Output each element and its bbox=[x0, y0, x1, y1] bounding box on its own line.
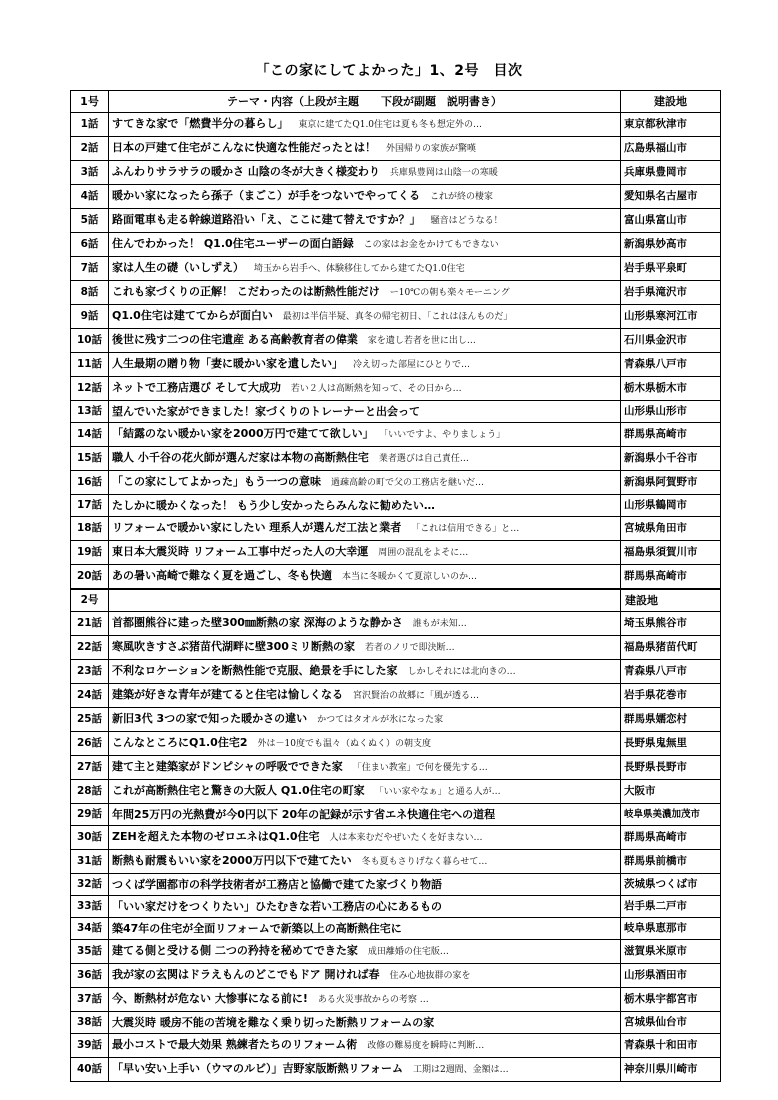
episode-main-title: 今、断熱材が危ない 大惨事になる前に! bbox=[112, 992, 308, 1005]
table-row bbox=[71, 732, 721, 756]
episode-theme bbox=[109, 377, 621, 401]
table-row bbox=[71, 471, 721, 495]
episode-number: 12話 bbox=[71, 377, 109, 401]
episode-subtitle: 若い２人は高断熱を知って、その日から… bbox=[290, 384, 462, 394]
episode-number: 11話 bbox=[71, 353, 109, 377]
construction-location: 富山県富山市 bbox=[621, 209, 721, 233]
table-row bbox=[71, 565, 721, 590]
construction-location: 山形県鶴岡市 bbox=[621, 495, 721, 517]
episode-theme bbox=[109, 660, 621, 684]
construction-location: 神奈川県川崎市 bbox=[621, 1058, 721, 1082]
table-row bbox=[71, 708, 721, 732]
theme-header: テーマ・内容（上段が主題 下段が副題 説明書き） bbox=[109, 91, 621, 113]
episode-main-title: ふんわりサラサラの暖かさ 山陰の冬が大きく様変わり bbox=[112, 165, 380, 178]
construction-location: 滋賀県米原市 bbox=[621, 940, 721, 964]
episode-subtitle: 外は－10度でも温々（ぬくぬく）の朝支度 bbox=[257, 739, 431, 749]
construction-location: 山形県山形市 bbox=[621, 401, 721, 423]
table-row bbox=[71, 612, 721, 636]
episode-main-title: 暖かい家になったら孫子（まごこ）が手をつないでやってくる bbox=[112, 189, 420, 202]
table-row bbox=[71, 684, 721, 708]
episode-theme bbox=[109, 329, 621, 353]
construction-location: 栃木県宇都宮市 bbox=[621, 988, 721, 1012]
table-row bbox=[71, 780, 721, 804]
episode-theme bbox=[109, 471, 621, 495]
episode-number: 28話 bbox=[71, 780, 109, 804]
episode-number: 27話 bbox=[71, 756, 109, 780]
episode-subtitle: 家を遺し若者を世に出し… bbox=[367, 336, 476, 346]
table-row bbox=[71, 161, 721, 185]
construction-location: 岩手県滝沢市 bbox=[621, 281, 721, 305]
construction-location: 福島県猪苗代町 bbox=[621, 636, 721, 660]
episode-theme bbox=[109, 1034, 621, 1058]
episode-theme bbox=[109, 896, 621, 918]
construction-location: 石川県金沢市 bbox=[621, 329, 721, 353]
table-row bbox=[71, 377, 721, 401]
table-row bbox=[71, 517, 721, 541]
episode-main-title: 首都圏熊谷に建った壁300㎜断熱の家 深海のような静かさ bbox=[112, 616, 403, 629]
episode-theme bbox=[109, 874, 621, 896]
episode-number: 36話 bbox=[71, 964, 109, 988]
episode-number: 2話 bbox=[71, 137, 109, 161]
table-row bbox=[71, 896, 721, 918]
episode-main-title: 最小コストで最大効果 熟練者たちのリフォーム術 bbox=[112, 1038, 358, 1051]
episode-number: 1話 bbox=[71, 113, 109, 137]
episode-theme bbox=[109, 565, 621, 590]
episode-theme bbox=[109, 612, 621, 636]
episode-number: 25話 bbox=[71, 708, 109, 732]
episode-subtitle: 東京に建てたQ1.0住宅は夏も冬も想定外の… bbox=[298, 120, 483, 130]
construction-location: 愛知県名古屋市 bbox=[621, 185, 721, 209]
construction-location: 兵庫県豊岡市 bbox=[621, 161, 721, 185]
construction-location: 新潟県小千谷市 bbox=[621, 447, 721, 471]
table-row bbox=[71, 257, 721, 281]
construction-location: 岐阜県美濃加茂市 bbox=[621, 804, 721, 826]
construction-location: 埼玉県熊谷市 bbox=[621, 612, 721, 636]
table-row bbox=[71, 447, 721, 471]
section-header-row bbox=[71, 589, 721, 612]
episode-main-title: Q1.0住宅は建ててからが面白い bbox=[112, 309, 273, 322]
table-row bbox=[71, 495, 721, 517]
episode-number: 10話 bbox=[71, 329, 109, 353]
episode-theme bbox=[109, 353, 621, 377]
episode-theme bbox=[109, 257, 621, 281]
episode-number: 30話 bbox=[71, 826, 109, 850]
table-row bbox=[71, 113, 721, 137]
construction-location: 群馬県高崎市 bbox=[621, 423, 721, 447]
episode-number: 24話 bbox=[71, 684, 109, 708]
episode-number: 38話 bbox=[71, 1012, 109, 1034]
table-row bbox=[71, 1034, 721, 1058]
location-header: 建設地 bbox=[621, 589, 721, 612]
episode-subtitle: 成田離婚の住宅版… bbox=[367, 947, 449, 957]
episode-main-title: 人生最期の贈り物「妻に暖かい家を遺したい」 bbox=[112, 357, 343, 370]
construction-location: 岩手県二戸市 bbox=[621, 896, 721, 918]
episode-subtitle: 騒音はどうなる！ bbox=[430, 216, 503, 226]
episode-theme bbox=[109, 940, 621, 964]
table-row bbox=[71, 964, 721, 988]
issue-header: 1号 bbox=[71, 91, 109, 113]
toc-body bbox=[71, 91, 721, 1082]
episode-main-title: ZEHを超えた本物のゼロエネはQ1.0住宅 bbox=[112, 830, 320, 843]
table-row bbox=[71, 988, 721, 1012]
episode-theme bbox=[109, 541, 621, 565]
table-row bbox=[71, 137, 721, 161]
episode-theme bbox=[109, 281, 621, 305]
episode-number: 7話 bbox=[71, 257, 109, 281]
episode-main-title: 日本の戸建て住宅がこんなに快適な性能だったとは！ bbox=[112, 141, 376, 154]
table-row bbox=[71, 756, 721, 780]
episode-main-title: 年間25万円の光熱費が今0円以下 20年の記録が示す省エネ快適住宅への道程 bbox=[112, 808, 496, 821]
episode-subtitle: この家はお金をかけてもできない bbox=[363, 240, 499, 250]
construction-location: 群馬県前橋市 bbox=[621, 850, 721, 874]
episode-number: 35話 bbox=[71, 940, 109, 964]
episode-theme bbox=[109, 636, 621, 660]
issue-header: 2号 bbox=[71, 589, 109, 612]
episode-subtitle: 住み心地抜群の家を bbox=[389, 971, 471, 981]
episode-main-title: すてきな家で「燃費半分の暮らし」 bbox=[112, 117, 289, 130]
episode-subtitle: 埼玉から岩手へ、体験移住してから建てたQ1.0住宅 bbox=[254, 264, 465, 274]
episode-number: 26話 bbox=[71, 732, 109, 756]
episode-number: 22話 bbox=[71, 636, 109, 660]
episode-theme bbox=[109, 684, 621, 708]
episode-subtitle: 本当に冬暖かくて夏涼しいのか… bbox=[342, 572, 478, 582]
episode-main-title: 断熱も耐震もいい家を2000万円以下で建てたい bbox=[112, 854, 352, 867]
table-row bbox=[71, 353, 721, 377]
episode-theme bbox=[109, 161, 621, 185]
episode-subtitle: 改修の難易度を瞬時に判断… bbox=[367, 1041, 485, 1051]
episode-main-title: ネットで工務店選び そして大成功 bbox=[112, 381, 281, 394]
episode-main-title: 「早い安い上手い（ウマのルビ）」吉野家版断熱リフォーム bbox=[112, 1062, 403, 1075]
episode-number: 39話 bbox=[71, 1034, 109, 1058]
episode-number: 31話 bbox=[71, 850, 109, 874]
table-row bbox=[71, 850, 721, 874]
episode-subtitle: 「いいですよ、やりましょう」 bbox=[383, 430, 506, 440]
episode-subtitle: 誰もが未知… bbox=[412, 619, 467, 629]
episode-main-title: つくば学園都市の科学技術者が工務店と協働で建てた家づくり物語 bbox=[112, 878, 442, 891]
episode-main-title: 望んでいた家ができました！家づくりのトレーナーと出会って bbox=[112, 405, 420, 418]
episode-main-title: 建築が好きな青年が建てると住宅は愉しくなる bbox=[112, 688, 343, 701]
episode-main-title: 家は人生の礎（いしずえ） bbox=[112, 261, 244, 274]
episode-main-title: 後世に残す二つの住宅遺産 ある高齢教育者の偉業 bbox=[112, 333, 358, 346]
table-row bbox=[71, 281, 721, 305]
episode-theme bbox=[109, 780, 621, 804]
construction-location: 長野県長野市 bbox=[621, 756, 721, 780]
table-row bbox=[71, 329, 721, 353]
episode-theme bbox=[109, 988, 621, 1012]
construction-location: 宮城県仙台市 bbox=[621, 1012, 721, 1034]
episode-number: 8話 bbox=[71, 281, 109, 305]
episode-theme bbox=[109, 732, 621, 756]
table-of-contents bbox=[70, 90, 721, 1082]
episode-main-title: 新旧3代 3つの家で知った暖かさの違い bbox=[112, 712, 308, 725]
episode-number: 29話 bbox=[71, 804, 109, 826]
episode-number: 9話 bbox=[71, 305, 109, 329]
episode-main-title: これが高断熱住宅と驚きの大阪人 Q1.0住宅の町家 bbox=[112, 784, 365, 797]
episode-main-title: 「この家にしてよかった」もう一つの意味 bbox=[112, 475, 321, 488]
episode-main-title: 路面電車も走る幹線道路沿い「え、ここに建て替えですか？」 bbox=[112, 213, 421, 226]
episode-subtitle: 外国帰りの家族が驚嘆 bbox=[386, 144, 477, 154]
episode-number: 15話 bbox=[71, 447, 109, 471]
episode-subtitle: 「いい家やなぁ」と通る人が… bbox=[374, 787, 501, 797]
construction-location: 群馬県高崎市 bbox=[621, 565, 721, 590]
episode-main-title: 不利なロケーションを断熱性能で克服、絶景を手にした家 bbox=[112, 664, 398, 677]
episode-number: 16話 bbox=[71, 471, 109, 495]
episode-main-title: たしかに暖かくなった！ もう少し安かったらみんなに勧めたい… bbox=[112, 499, 435, 512]
theme-header-blank bbox=[109, 589, 621, 612]
episode-theme bbox=[109, 756, 621, 780]
construction-location: 大阪市 bbox=[621, 780, 721, 804]
episode-theme bbox=[109, 1012, 621, 1034]
episode-number: 14話 bbox=[71, 423, 109, 447]
table-row bbox=[71, 826, 721, 850]
episode-subtitle: 兵庫県豊岡は山陰一の寒暖 bbox=[389, 168, 498, 178]
table-row bbox=[71, 918, 721, 940]
episode-number: 3話 bbox=[71, 161, 109, 185]
episode-subtitle: かつてはタオルが氷になった家 bbox=[317, 715, 444, 725]
location-header: 建設地 bbox=[621, 91, 721, 113]
episode-main-title: 築47年の住宅が全面リフォームで新築以上の高断熱住宅に bbox=[112, 922, 402, 935]
construction-location: 新潟県阿賀野市 bbox=[621, 471, 721, 495]
construction-location: 群馬県嬬恋村 bbox=[621, 708, 721, 732]
episode-subtitle: 最初は半信半疑、真冬の帰宅初日、「これはほんものだ」 bbox=[282, 312, 513, 322]
episode-subtitle: しかしそれには北向きの… bbox=[407, 667, 516, 677]
episode-main-title: 建てる側と受ける側 二つの矜持を秘めてできた家 bbox=[112, 944, 358, 957]
episode-number: 32話 bbox=[71, 874, 109, 896]
episode-subtitle: 宮沢賢治の故郷に「風が透る… bbox=[353, 691, 480, 701]
episode-number: 4話 bbox=[71, 185, 109, 209]
episode-main-title: 東日本大震災時 リフォーム工事中だった人の大幸運 bbox=[112, 545, 369, 558]
construction-location: 新潟県妙高市 bbox=[621, 233, 721, 257]
table-row bbox=[71, 636, 721, 660]
table-row bbox=[71, 874, 721, 896]
episode-theme bbox=[109, 185, 621, 209]
episode-number: 23話 bbox=[71, 660, 109, 684]
construction-location: 山形県寒河江市 bbox=[621, 305, 721, 329]
episode-theme bbox=[109, 804, 621, 826]
construction-location: 青森県八戸市 bbox=[621, 660, 721, 684]
episode-theme bbox=[109, 1058, 621, 1082]
episode-theme bbox=[109, 826, 621, 850]
episode-number: 6話 bbox=[71, 233, 109, 257]
construction-location: 山形県酒田市 bbox=[621, 964, 721, 988]
episode-subtitle: 「これは信用できる」と… bbox=[411, 524, 520, 534]
episode-number: 37話 bbox=[71, 988, 109, 1012]
episode-theme bbox=[109, 708, 621, 732]
table-row bbox=[71, 305, 721, 329]
episode-theme bbox=[109, 850, 621, 874]
episode-subtitle: ある火災事故からの考察 … bbox=[317, 995, 429, 1005]
episode-main-title: 「いい家だけをつくりたい」ひたむきな若い工務店の心にあるもの bbox=[112, 900, 442, 913]
table-row bbox=[71, 185, 721, 209]
construction-location: 岐阜県恵那市 bbox=[621, 918, 721, 940]
episode-theme bbox=[109, 964, 621, 988]
episode-theme bbox=[109, 495, 621, 517]
episode-theme bbox=[109, 233, 621, 257]
episode-number: 5話 bbox=[71, 209, 109, 233]
episode-main-title: 我が家の玄関はドラえもんのどこでもドア 開ければ春 bbox=[112, 968, 380, 981]
construction-location: 広島県福山市 bbox=[621, 137, 721, 161]
episode-main-title: こんなところにQ1.0住宅2 bbox=[112, 736, 248, 749]
episode-subtitle: ー10℃の朝も楽々モーニング bbox=[389, 288, 510, 298]
table-header-row bbox=[71, 91, 721, 113]
episode-subtitle: 過疎高齢の町で父の工務店を継いだ… bbox=[331, 478, 485, 488]
episode-number: 18話 bbox=[71, 517, 109, 541]
construction-location: 東京都秋津市 bbox=[621, 113, 721, 137]
page-title: 「この家にしてよかった」1、2号 目次 bbox=[255, 63, 523, 79]
table-row bbox=[71, 804, 721, 826]
construction-location: 青森県八戸市 bbox=[621, 353, 721, 377]
construction-location: 青森県十和田市 bbox=[621, 1034, 721, 1058]
episode-main-title: 「結露のない暖かい家を2000万円で建てて欲しい」 bbox=[112, 427, 374, 440]
construction-location: 長野県鬼無里 bbox=[621, 732, 721, 756]
construction-location: 岩手県平泉町 bbox=[621, 257, 721, 281]
episode-subtitle: 冬も夏もさりげなく暮らせて… bbox=[361, 857, 488, 867]
episode-number: 21話 bbox=[71, 612, 109, 636]
episode-number: 17話 bbox=[71, 495, 109, 517]
table-row bbox=[71, 1012, 721, 1034]
episode-number: 34話 bbox=[71, 918, 109, 940]
episode-subtitle: 業者選びは自己責任… bbox=[378, 454, 469, 464]
construction-location: 宮城県角田市 bbox=[621, 517, 721, 541]
episode-subtitle: 工期は2週間、金額は… bbox=[412, 1065, 509, 1075]
table-row bbox=[71, 423, 721, 447]
episode-number: 13話 bbox=[71, 401, 109, 423]
construction-location: 群馬県高崎市 bbox=[621, 826, 721, 850]
table-row bbox=[71, 233, 721, 257]
construction-location: 岩手県花巻市 bbox=[621, 684, 721, 708]
construction-location: 茨城県つくば市 bbox=[621, 874, 721, 896]
episode-number: 20話 bbox=[71, 565, 109, 590]
table-row bbox=[71, 541, 721, 565]
episode-subtitle: これが終の棲家 bbox=[430, 192, 494, 202]
table-row bbox=[71, 401, 721, 423]
episode-main-title: これも家づくりの正解！ こだわったのは断熱性能だけ bbox=[112, 285, 380, 298]
table-row bbox=[71, 209, 721, 233]
episode-subtitle: 人は本来むだやぜいたくを好まない… bbox=[329, 833, 483, 843]
episode-main-title: 寒風吹きすさぶ猪苗代湖畔に壁300ミリ断熱の家 bbox=[112, 640, 355, 653]
episode-main-title: 住んでわかった！ Q1.0住宅ユーザーの面白語録 bbox=[112, 237, 354, 250]
episode-number: 33話 bbox=[71, 896, 109, 918]
episode-theme bbox=[109, 401, 621, 423]
episode-theme bbox=[109, 209, 621, 233]
episode-theme bbox=[109, 113, 621, 137]
episode-theme bbox=[109, 305, 621, 329]
episode-main-title: リフォームで暖かい家にしたい 理系人が選んだ工法と業者 bbox=[112, 521, 402, 534]
episode-main-title: 大震災時 暖房不能の苦境を難なく乗り切った断熱リフォームの家 bbox=[112, 1016, 435, 1029]
episode-theme bbox=[109, 137, 621, 161]
episode-theme bbox=[109, 517, 621, 541]
episode-theme bbox=[109, 423, 621, 447]
episode-subtitle: 周囲の混乱をよそに… bbox=[378, 548, 469, 558]
episode-main-title: 建て主と建築家がドンピシャの呼吸でできた家 bbox=[112, 760, 343, 773]
episode-subtitle: 若者のノリで即決断… bbox=[364, 643, 455, 653]
table-row bbox=[71, 1058, 721, 1082]
episode-theme bbox=[109, 447, 621, 471]
episode-subtitle: 「住まい教室」で何を優先する… bbox=[352, 763, 488, 773]
episode-main-title: 職人 小千谷の花火師が選んだ家は本物の高断熱住宅 bbox=[112, 451, 369, 464]
episode-number: 40話 bbox=[71, 1058, 109, 1082]
episode-number: 19話 bbox=[71, 541, 109, 565]
table-row bbox=[71, 940, 721, 964]
construction-location: 福島県須賀川市 bbox=[621, 541, 721, 565]
episode-subtitle: 冷え切った部屋にひとりで… bbox=[353, 360, 471, 370]
episode-main-title: あの暑い高崎で難なく夏を過ごし、冬も快適 bbox=[112, 569, 332, 582]
episode-theme bbox=[109, 918, 621, 940]
table-row bbox=[71, 660, 721, 684]
construction-location: 栃木県栃木市 bbox=[621, 377, 721, 401]
